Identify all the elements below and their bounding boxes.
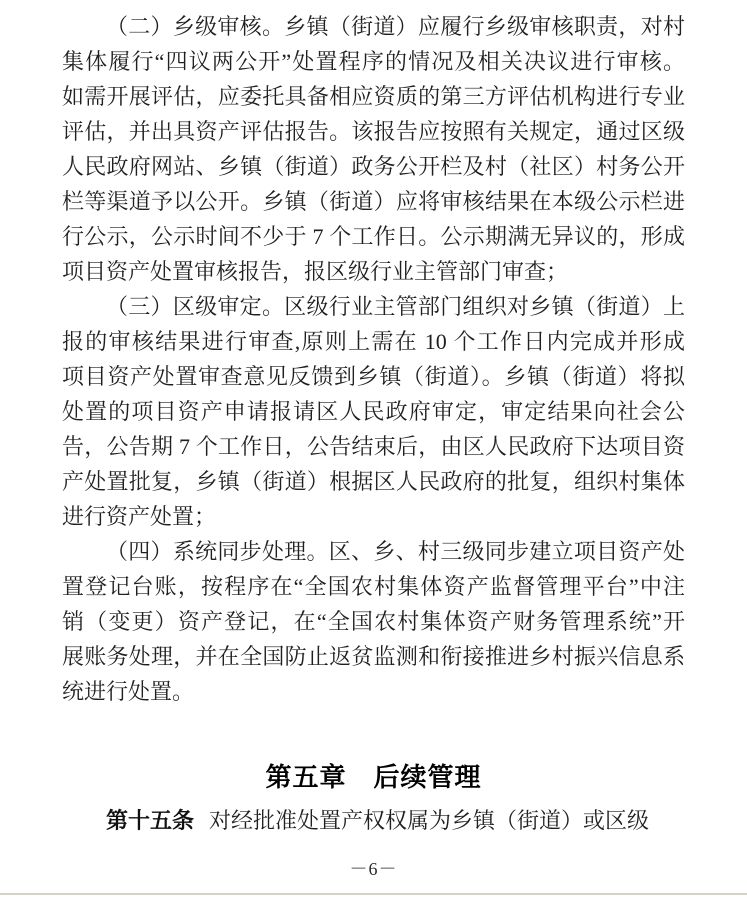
text-line: 进行资产处置； [62,504,217,529]
text-line: 置登记台账，按程序在“全国农村集体资产监督管理平台”中注 [62,574,685,599]
text-line: 行公示，公示时间不少于 7 个工作日。公示期满无异议的，形成 [62,224,685,249]
text-line: 报的审核结果进行审查,原则上需在 10 个工作日内完成并形成 [62,329,685,354]
text-line: （三）区级审定。区级行业主管部门组织对乡镇（街道）上 [106,294,685,319]
text-line: 栏等渠道予以公开。乡镇（街道）应将审核结果在本级公示栏进 [62,189,685,214]
paragraph [62,534,685,709]
page-number: －6－ [349,859,398,879]
text-line: 告，公告期 7 个工作日，公告结束后，由区人民政府下达项目资 [62,434,685,459]
text-line: （二）乡级审核。乡镇（街道）应履行乡级审核职责，对村 [106,14,685,39]
text-line: 项目资产处置审核报告，报区级行业主管部门审查； [62,259,569,284]
article-text: 对经批准处置产权权属为乡镇（街道）或区级 [209,808,650,833]
body-text [62,9,685,838]
paragraph [62,289,685,534]
text-line: 人民政府网站、乡镇（街道）政务公开栏及村（社区）村务公开 [62,154,685,179]
chapter-heading: 第五章 后续管理 [265,762,482,792]
text-line: 处置的项目资产申请报请区人民政府审定，审定结果向社会公 [62,399,685,424]
paragraph [62,9,685,289]
text-line: （四）系统同步处理。区、乡、村三级同步建立项目资产处 [106,539,685,564]
article-paragraph [62,803,685,838]
text-line: 项目资产处置审查意见反馈到乡镇（街道）。乡镇（街道）将拟 [62,364,685,389]
article-number: 第十五条 [106,808,195,833]
text-line: 如需开展评估，应委托具备相应资质的第三方评估机构进行专业 [62,84,685,109]
text-line: 产处置批复，乡镇（街道）根据区人民政府的批复，组织村集体 [62,469,685,494]
scan-bottom-edge [0,893,747,895]
text-line: 展账务处理，并在全国防止返贫监测和衔接推进乡村振兴信息系 [62,644,685,669]
text-line: 集体履行“四议两公开”处置程序的情况及相关决议进行审核。 [62,49,685,74]
text-line: 销（变更）资产登记，在“全国农村集体资产财务管理系统”开 [62,609,685,634]
text-line: 评估，并出具资产评估报告。该报告应按照有关规定，通过区级 [62,119,685,144]
text-line: 统进行处置。 [62,679,195,704]
